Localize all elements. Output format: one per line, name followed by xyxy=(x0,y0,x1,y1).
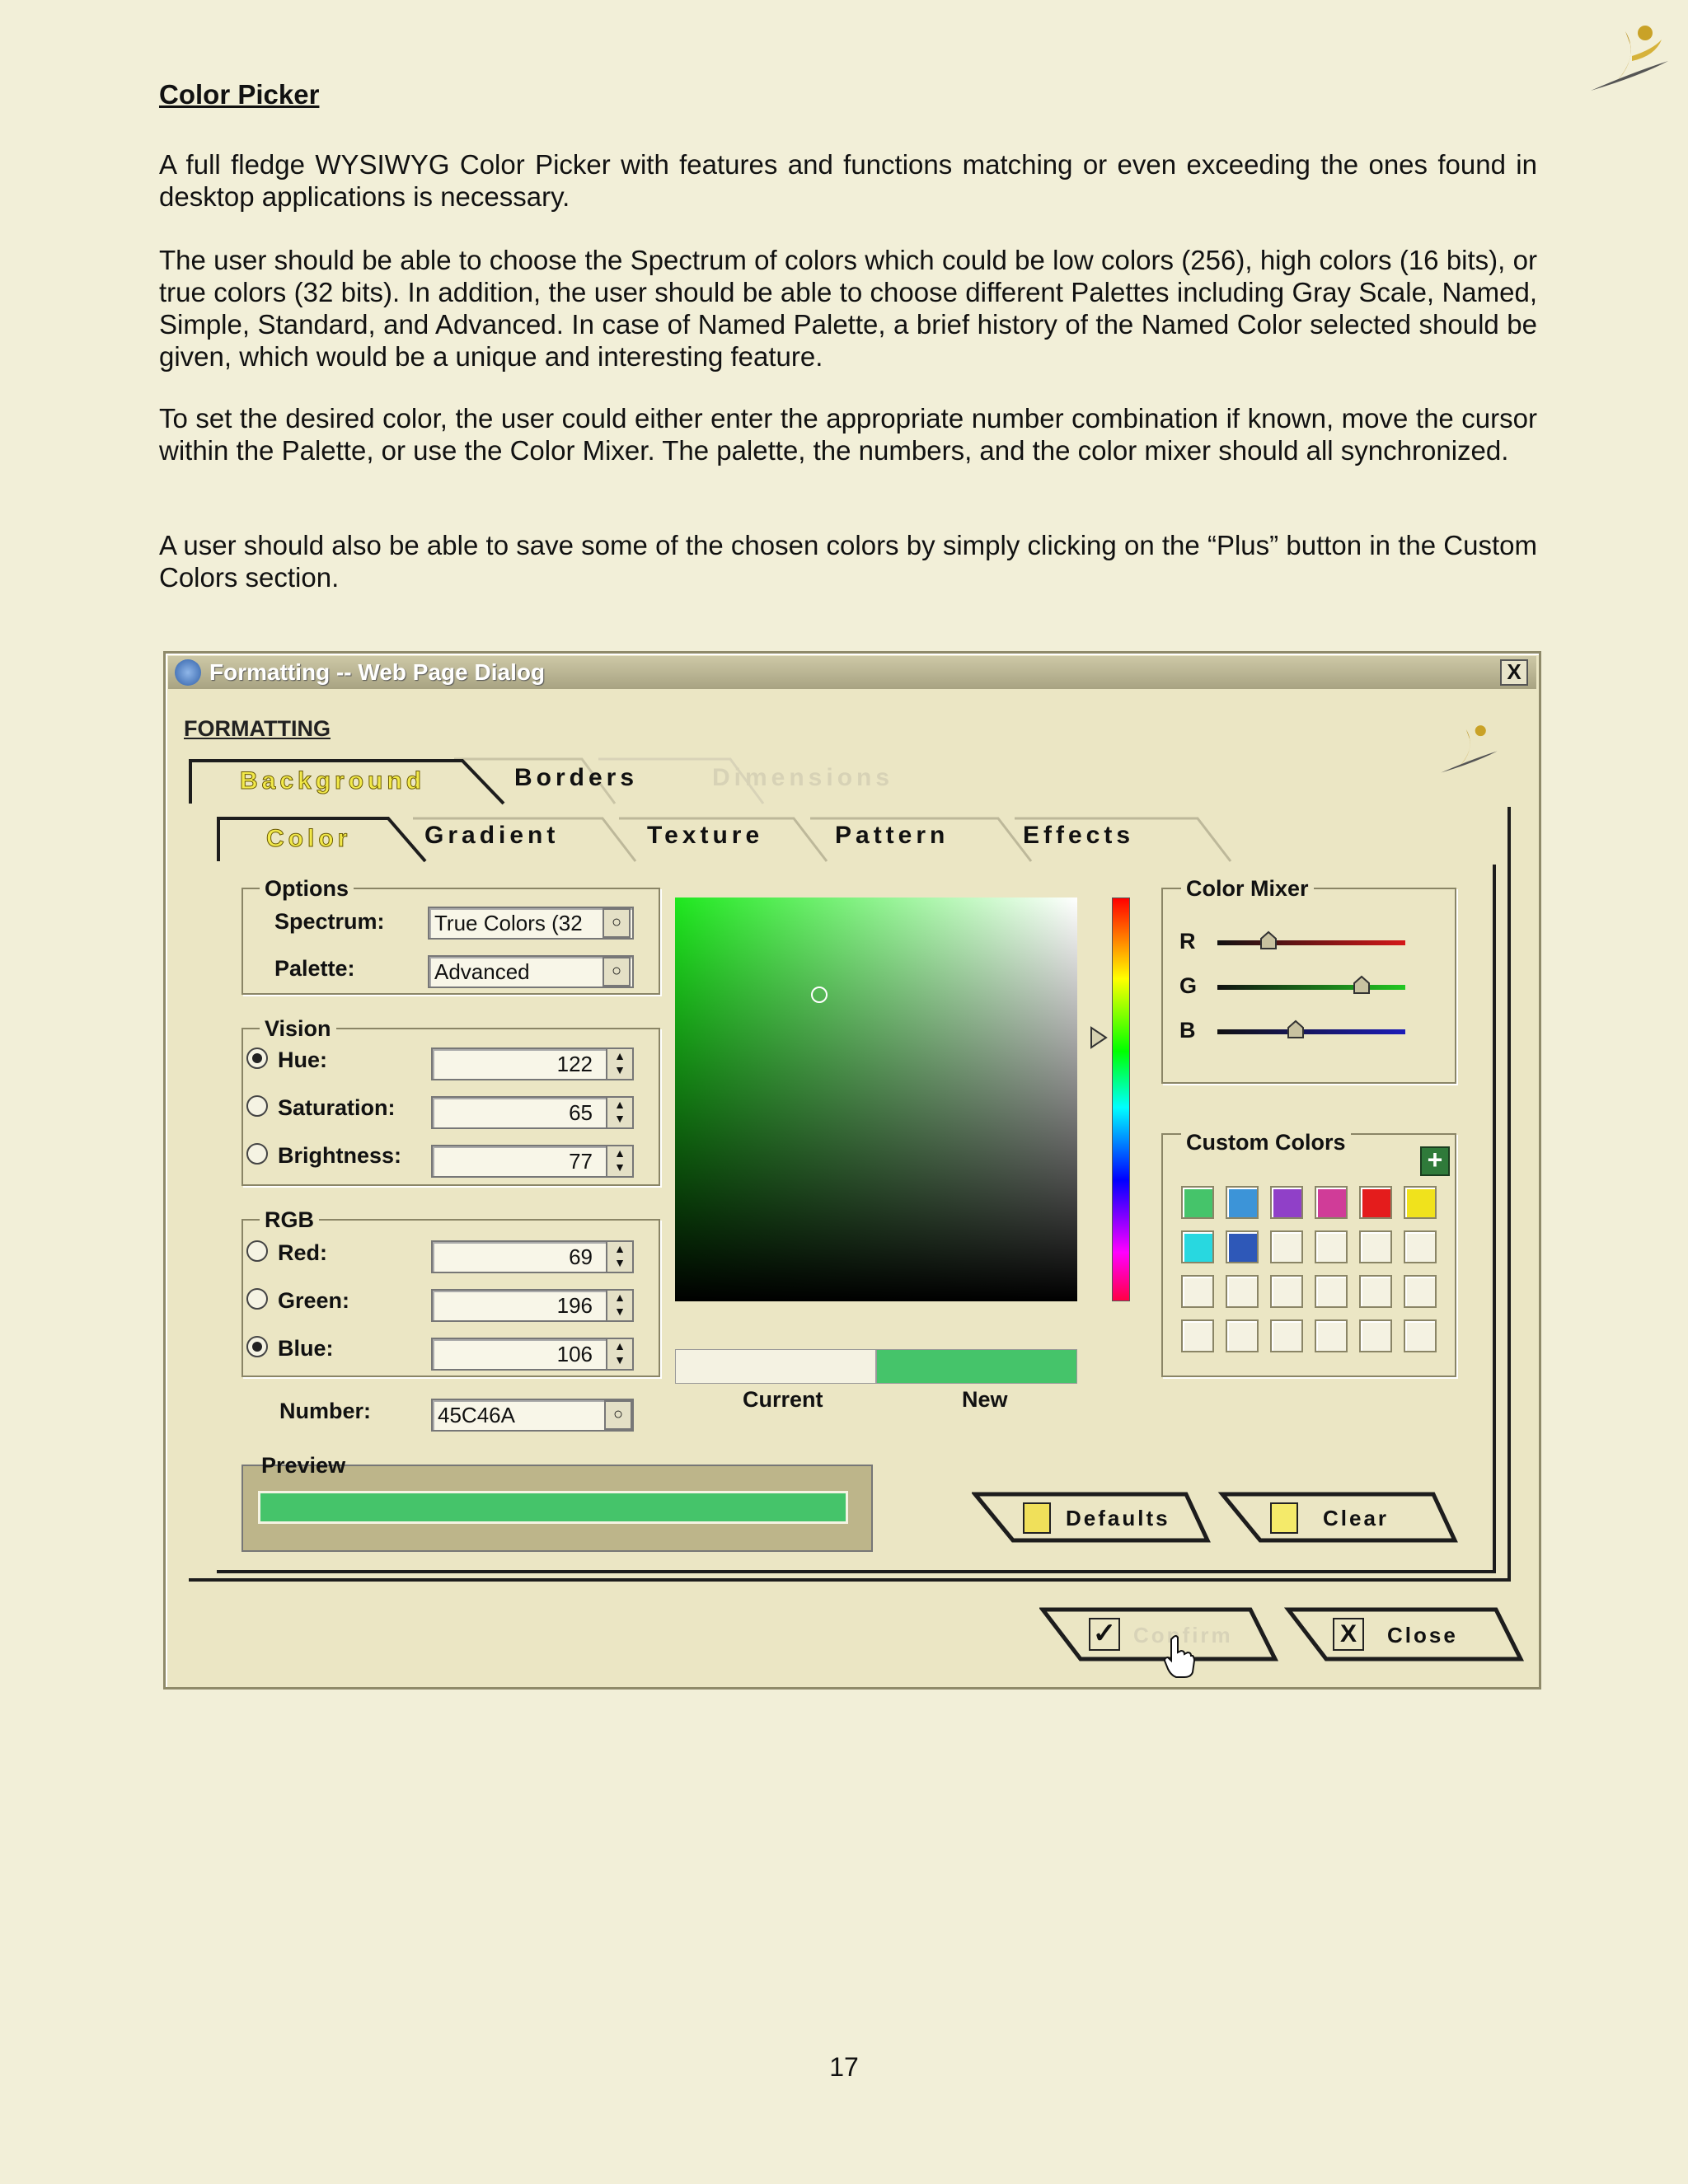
clear-icon xyxy=(1270,1502,1298,1534)
custom-color-swatch[interactable] xyxy=(1181,1186,1214,1219)
preview-swatch xyxy=(258,1491,848,1524)
number-field[interactable]: 45C46A xyxy=(431,1399,634,1432)
options-title: Options xyxy=(260,876,354,902)
doc-title: Color Picker xyxy=(159,79,320,110)
custom-color-swatch[interactable] xyxy=(1315,1186,1348,1219)
mixer-r-label: R xyxy=(1179,929,1196,954)
formatting-dialog xyxy=(163,651,1541,1690)
brightness-radio[interactable] xyxy=(246,1143,268,1165)
saturation-brightness-field[interactable] xyxy=(675,898,1077,1301)
close-x-icon: X xyxy=(1333,1618,1364,1651)
red-spinner[interactable]: ▲ ▼ xyxy=(606,1240,634,1273)
blue-radio[interactable] xyxy=(246,1336,268,1357)
spectrum-select[interactable]: True Colors (32 xyxy=(428,907,634,940)
tab-gradient[interactable]: Gradient xyxy=(424,822,560,849)
green-label: Green: xyxy=(278,1288,350,1313)
custom-color-swatch[interactable] xyxy=(1181,1319,1214,1352)
custom-color-swatch[interactable] xyxy=(1270,1275,1303,1308)
custom-color-swatch[interactable] xyxy=(1226,1319,1259,1352)
mixer-g-label: G xyxy=(1179,973,1198,998)
spectrum-label: Spectrum: xyxy=(274,909,385,934)
custom-color-swatch[interactable] xyxy=(1181,1230,1214,1263)
custom-color-swatch[interactable] xyxy=(1404,1275,1437,1308)
hue-field[interactable]: 122 xyxy=(431,1047,634,1080)
saturation-radio[interactable] xyxy=(246,1095,268,1117)
custom-color-swatch[interactable] xyxy=(1359,1275,1392,1308)
tab-background[interactable]: Background xyxy=(240,767,426,794)
hue-label: Hue: xyxy=(278,1047,327,1072)
tab-effects[interactable]: Effects xyxy=(1023,822,1135,849)
hue-radio[interactable] xyxy=(246,1047,268,1069)
custom-color-swatch[interactable] xyxy=(1315,1319,1348,1352)
spectrum-dropdown-icon[interactable]: ○ xyxy=(603,908,631,938)
saturation-label: Saturation: xyxy=(278,1095,396,1120)
new-color-swatch xyxy=(876,1349,1077,1384)
mixer-g-thumb[interactable] xyxy=(1353,975,1371,995)
defaults-button[interactable]: Defaults xyxy=(1066,1506,1170,1530)
mixer-r-thumb[interactable] xyxy=(1259,930,1278,950)
saturation-spinner[interactable]: ▲ ▼ xyxy=(606,1096,634,1129)
palette-select[interactable]: Advanced xyxy=(428,955,634,988)
close-button[interactable]: Close xyxy=(1387,1623,1458,1647)
page-number: 17 xyxy=(829,2052,859,2082)
brightness-field[interactable]: 77 xyxy=(431,1145,634,1178)
new-label: New xyxy=(962,1387,1008,1412)
blue-label: Blue: xyxy=(278,1336,334,1361)
blue-spinner[interactable]: ▲ ▼ xyxy=(606,1338,634,1371)
dialog-title: Formatting -- Web Page Dialog xyxy=(209,659,546,685)
preview-title: Preview xyxy=(261,1453,346,1478)
rgb-title: RGB xyxy=(260,1207,319,1233)
mixer-b-label: B xyxy=(1179,1018,1196,1043)
green-spinner[interactable]: ▲ ▼ xyxy=(606,1289,634,1322)
tab-borders[interactable]: Borders xyxy=(514,764,639,791)
color-mixer-title: Color Mixer xyxy=(1181,876,1314,902)
formatting-heading: FORMATTING xyxy=(184,716,331,741)
number-label: Number: xyxy=(279,1399,372,1423)
color-cursor[interactable] xyxy=(811,987,828,1003)
mixer-b-track[interactable] xyxy=(1217,1029,1405,1034)
add-custom-color-icon[interactable]: + xyxy=(1420,1146,1450,1176)
hue-slider[interactable] xyxy=(1112,898,1130,1301)
custom-color-swatch[interactable] xyxy=(1359,1230,1392,1263)
mixer-g-track[interactable] xyxy=(1217,985,1405,990)
custom-color-swatch[interactable] xyxy=(1359,1186,1392,1219)
current-label: Current xyxy=(743,1387,823,1412)
custom-color-swatch[interactable] xyxy=(1270,1319,1303,1352)
custom-color-swatch[interactable] xyxy=(1270,1230,1303,1263)
custom-color-swatch[interactable] xyxy=(1404,1319,1437,1352)
red-radio[interactable] xyxy=(246,1240,268,1262)
custom-color-swatch[interactable] xyxy=(1181,1275,1214,1308)
tab-texture[interactable]: Texture xyxy=(647,822,764,849)
current-color-swatch xyxy=(675,1349,876,1384)
confirm-check-icon: ✓ xyxy=(1089,1618,1120,1651)
saturation-field[interactable]: 65 xyxy=(431,1096,634,1129)
dialog-titlebar xyxy=(168,656,1536,689)
custom-colors-grid xyxy=(1181,1186,1448,1364)
tab-pattern[interactable]: Pattern xyxy=(835,822,950,849)
palette-label: Palette: xyxy=(274,956,355,981)
confirm-button[interactable]: Confirm xyxy=(1133,1623,1233,1647)
mixer-b-thumb[interactable] xyxy=(1287,1019,1305,1039)
custom-color-swatch[interactable] xyxy=(1315,1275,1348,1308)
paragraph-2: The user should be able to choose the Spectrum of colors which could be low colors (256), high colors (16 bits), or true colors (32 bits). In addition, the user should be able to choose different Palettes including Gray Scale, Named, Simple, Standard, and Advanced. In case of Named Palette, a brief history of the Named Color selected should be given, which would be a unique and interesting feature. xyxy=(159,245,1537,372)
brightness-spinner[interactable]: ▲ ▼ xyxy=(606,1145,634,1178)
green-field[interactable]: 196 xyxy=(431,1289,634,1322)
custom-color-swatch[interactable] xyxy=(1226,1186,1259,1219)
company-logo xyxy=(1582,15,1673,97)
blue-field[interactable]: 106 xyxy=(431,1338,634,1371)
custom-color-swatch[interactable] xyxy=(1359,1319,1392,1352)
defaults-icon xyxy=(1023,1502,1051,1534)
hue-spinner[interactable]: ▲ ▼ xyxy=(606,1047,634,1080)
tab-dimensions: Dimensions xyxy=(712,764,894,791)
custom-color-swatch[interactable] xyxy=(1404,1186,1437,1219)
tab-color[interactable]: Color xyxy=(266,825,352,852)
custom-colors-title: Custom Colors xyxy=(1181,1130,1351,1155)
custom-color-swatch[interactable] xyxy=(1404,1230,1437,1263)
custom-color-swatch[interactable] xyxy=(1226,1230,1259,1263)
ie-icon xyxy=(175,659,201,686)
clear-button[interactable]: Clear xyxy=(1323,1506,1390,1530)
paragraph-3: To set the desired color, the user could either enter the appropriate number combination if known, move the cursor within the Palette, or use the Color Mixer. The palette, the numbers, and the color mixer should all synchronized. xyxy=(159,403,1537,466)
hue-slider-arrow-icon[interactable] xyxy=(1089,1026,1109,1049)
number-dropdown-icon[interactable]: ○ xyxy=(604,1400,632,1430)
green-radio[interactable] xyxy=(246,1288,268,1310)
hand-cursor-icon xyxy=(1163,1634,1196,1680)
vision-title: Vision xyxy=(260,1016,336,1042)
custom-color-swatch[interactable] xyxy=(1226,1275,1259,1308)
paragraph-1: A full fledge WYSIWYG Color Picker with features and functions matching or even exceeding the ones found in desktop applications is necessary. xyxy=(159,149,1537,212)
brightness-label: Brightness: xyxy=(278,1143,402,1168)
paragraph-4: A user should also be able to save some of the chosen colors by simply clicking on the “Plus” button in the Custom Colors section. xyxy=(159,530,1537,593)
close-icon[interactable]: X xyxy=(1500,659,1528,686)
mixer-r-track[interactable] xyxy=(1217,940,1405,945)
red-label: Red: xyxy=(278,1240,327,1265)
red-field[interactable]: 69 xyxy=(431,1240,634,1273)
custom-color-swatch[interactable] xyxy=(1270,1186,1303,1219)
custom-color-swatch[interactable] xyxy=(1315,1230,1348,1263)
palette-dropdown-icon[interactable]: ○ xyxy=(603,957,631,987)
